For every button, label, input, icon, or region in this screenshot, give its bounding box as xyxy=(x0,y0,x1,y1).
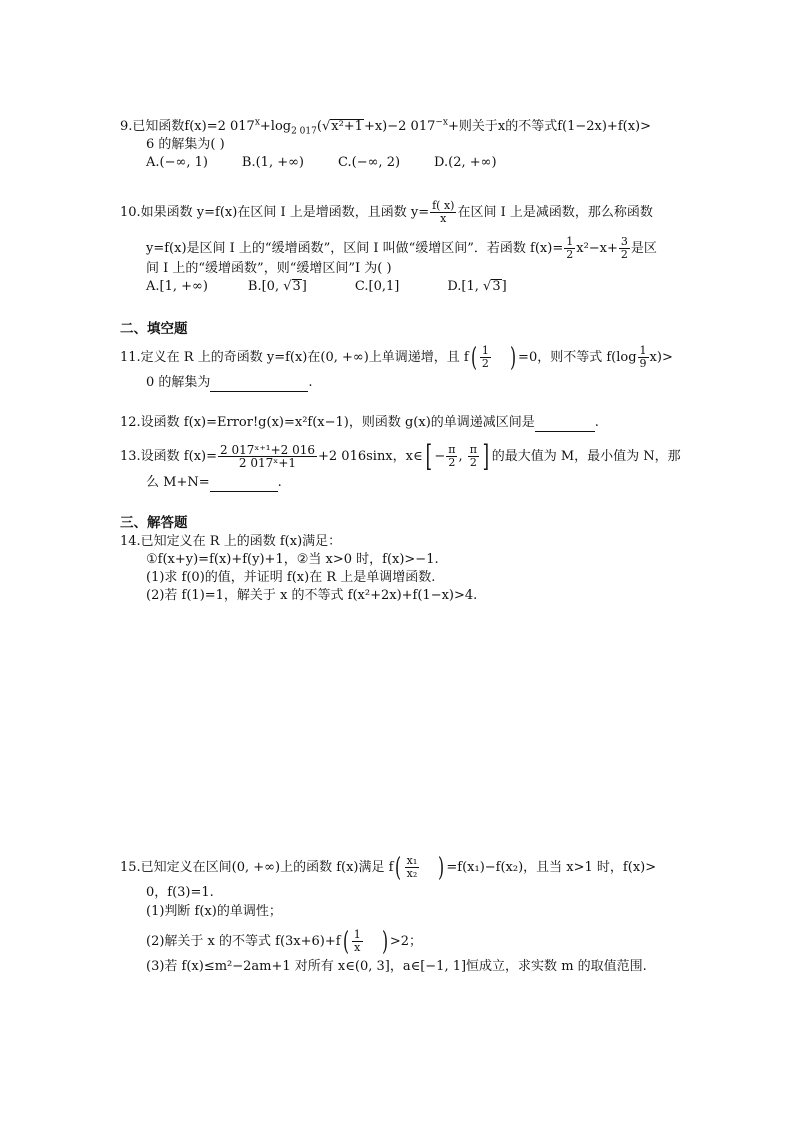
q15-line5: (3)若 f(x)≤m²−2am+1 对所有 x∈(0, 3]，a∈[−1, 1]恒成立，求实数 m 的取值范围. xyxy=(146,959,647,974)
q10-text: 是区 xyxy=(630,241,657,256)
q12-text: 12.设函数 f(x)=Error!g(x)=x²f(x−1)，则函数 g(x)的单调递减区间是 xyxy=(120,415,535,430)
left-paren: ( xyxy=(342,926,349,957)
q10-line2 xyxy=(146,236,657,261)
frac-den: 2 xyxy=(620,248,628,261)
q11-fraction xyxy=(480,345,491,370)
q9-text: +则关于x的不等式f(1−2x)+f(x)> xyxy=(447,119,652,134)
q12-line xyxy=(120,414,599,432)
q11-text: x)> xyxy=(649,350,673,365)
q15-line2: 0，f(3)=1. xyxy=(146,885,214,900)
q13-line1: 13.设函数 f(x)= $\frac{\text{2 017ˣ⁺¹+2 016}}{\text{2 017ˣ+1}}$ +2 016sinx，x∈[ − $\frac{\pi}{2}$ , $\frac{\pi}{2}$ ] 的最大值为 M，最小值为 N，那 xyxy=(120,438,681,474)
q11-period: . xyxy=(308,375,313,390)
q10-option-b: B.[0, xyxy=(247,279,284,294)
frac-num: 2 017ˣ⁺¹+2 016 xyxy=(220,443,315,457)
section-fill-in-heading: 二、填空题 xyxy=(120,321,188,337)
q9-exponent: −x xyxy=(435,117,448,128)
q13-text: 么 M+N= xyxy=(146,475,210,490)
frac-num: 1 xyxy=(566,235,574,248)
q14-line4: (2)若 f(1)=1，解关于 x 的不等式 f(x²+2x)+f(1−x)>4. xyxy=(146,588,478,603)
frac-den: 2 017ˣ+1 xyxy=(238,456,297,470)
q9-options xyxy=(146,154,497,172)
frac-num: π xyxy=(448,443,456,456)
q11-line2 xyxy=(146,374,313,392)
left-paren: ( xyxy=(470,342,477,373)
q14-line1: 14.已知定义在 R 上的函数 f(x)满足： xyxy=(120,534,342,549)
q10-sqrt: 3 xyxy=(492,279,501,294)
q9-sqrt: x²+1 xyxy=(331,119,363,134)
q9-option-a: A.(−∞, 1) xyxy=(146,155,208,170)
q11-text: 11.定义在 R 上的奇函数 y=f(x)在(0, +∞)上单调递增，且 f xyxy=(120,350,469,365)
right-bracket: ] xyxy=(482,438,490,474)
q15-text: =f(x₁)−f(x₂)，且当 x>1 时，f(x)> xyxy=(446,860,657,875)
q13-interval-left xyxy=(446,444,457,469)
right-paren: ) xyxy=(381,926,388,957)
q12-period: . xyxy=(594,415,599,430)
frac-num: 3 xyxy=(620,235,628,248)
right-paren: ) xyxy=(438,852,445,883)
q9-line1: 9.已知函数f(x)=2 $017^x+\log_{2 017}(√x^2+1+x)-2$ $017^{-x}+$则关于x的不等式f(1−2x)+f(x)> xyxy=(120,117,652,137)
frac-den: 9 xyxy=(639,357,647,370)
q13-answer-blank[interactable] xyxy=(210,477,278,492)
q10-option-d-end: ] xyxy=(501,279,507,294)
q9-text: +log xyxy=(259,119,292,134)
q9-log-base: 2 017 xyxy=(291,126,317,137)
q10-line1 xyxy=(120,200,653,225)
left-bracket: [ xyxy=(425,438,432,474)
q9-line2: 6 的解集为( ) xyxy=(146,137,225,152)
q15-line1 xyxy=(120,852,657,883)
frac-den: x xyxy=(440,212,447,225)
q10-option-c: C.[0,1] xyxy=(354,279,400,294)
q9-text: 9.已知函数f(x)=2 017 xyxy=(120,119,255,134)
frac-den: 2 xyxy=(566,248,574,261)
frac-num: π xyxy=(469,443,477,456)
q10-fraction xyxy=(430,200,456,225)
frac-num: f( x) xyxy=(432,199,455,212)
q10-sqrt: 3 xyxy=(292,279,301,294)
q10-fraction-three-halves xyxy=(619,236,630,261)
q10-option-b-end: ] xyxy=(301,279,307,294)
q13-text: +2 016sinx，x∈ xyxy=(318,449,423,464)
q10-options: A.[1, +∞) B.[0, √3] C.[0,1] D.[1, √3] xyxy=(146,279,507,294)
q13-interval-right xyxy=(468,444,479,469)
q15-text: (2)解关于 x 的不等式 f(3x+6)+f xyxy=(146,934,341,949)
q9-option-b: B.(1, +∞) xyxy=(241,155,305,170)
q14-line2: ①f(x+y)=f(x)+f(y)+1，②当 x>0 时，f(x)>−1. xyxy=(146,552,439,567)
q12-answer-blank[interactable] xyxy=(535,417,595,432)
frac-den: 2 xyxy=(481,357,489,370)
q15-text: 15.已知定义在区间(0, +∞)上的函数 f(x)满足 f xyxy=(120,860,394,875)
q15-fraction-reciprocal xyxy=(352,929,363,954)
q10-text: 10.如果函数 y=f(x)在区间 I 上是增函数，且函数 y= xyxy=(120,205,430,220)
q13-text: 13.设函数 f(x)= xyxy=(120,449,217,464)
q11-text: =0，则不等式 f(log xyxy=(518,350,637,365)
q11-line1 xyxy=(120,342,673,373)
q14-line3: (1)求 f(0)的值，并证明 f(x)在 R 上是单调增函数. xyxy=(146,570,436,585)
frac-num: 1 xyxy=(639,344,647,357)
q10-line3: 间 I 上的“缓增函数”，则“缓增区间”I 为( ) xyxy=(146,261,392,276)
frac-den: x₂ xyxy=(406,867,418,880)
q10-text: x²−x+ xyxy=(576,241,618,256)
q9-option-d: D.(2, +∞) xyxy=(434,155,497,170)
frac-den: 2 xyxy=(469,456,477,469)
q9-text: ( xyxy=(316,119,322,134)
q10-text: y=f(x)是区间 I 上的“缓增函数”，区间 I 叫做“缓增区间”．若函数 f(x)= xyxy=(146,241,564,256)
right-paren: ) xyxy=(509,342,517,373)
q15-line3: (1)判断 f(x)的单调性； xyxy=(146,904,282,919)
q15-text: >2； xyxy=(389,934,423,949)
q11-log-base-fraction xyxy=(638,345,649,370)
q13-line2 xyxy=(146,474,282,492)
q11-text: 0 的解集为 xyxy=(146,375,211,390)
left-paren: ( xyxy=(395,852,402,883)
frac-num: 1 xyxy=(353,928,361,941)
q13-period: . xyxy=(277,475,282,490)
q9-exponent: x xyxy=(254,117,260,128)
q10-text: 在区间 I 上是减函数，那么称函数 xyxy=(457,205,653,220)
section-answer-heading: 三、解答题 xyxy=(120,515,188,531)
q10-fraction-half xyxy=(564,236,575,261)
q10-option-a: A.[1, +∞) xyxy=(146,279,208,294)
q15-fraction xyxy=(405,855,420,880)
q15-line4 xyxy=(146,926,423,957)
frac-num: x₁ xyxy=(406,854,418,867)
q9-option-c: C.(−∞, 2) xyxy=(338,155,401,170)
q13-text: 的最大值为 M，最小值为 N，那 xyxy=(491,449,681,464)
q13-fraction xyxy=(218,444,317,469)
q10-option-d: D.[1, xyxy=(447,279,484,294)
q9-text: +x)−2 017 xyxy=(363,119,436,134)
frac-num: 1 xyxy=(481,344,489,357)
q11-answer-blank[interactable] xyxy=(210,377,308,392)
frac-den: x xyxy=(354,941,361,954)
frac-den: 2 xyxy=(448,456,456,469)
